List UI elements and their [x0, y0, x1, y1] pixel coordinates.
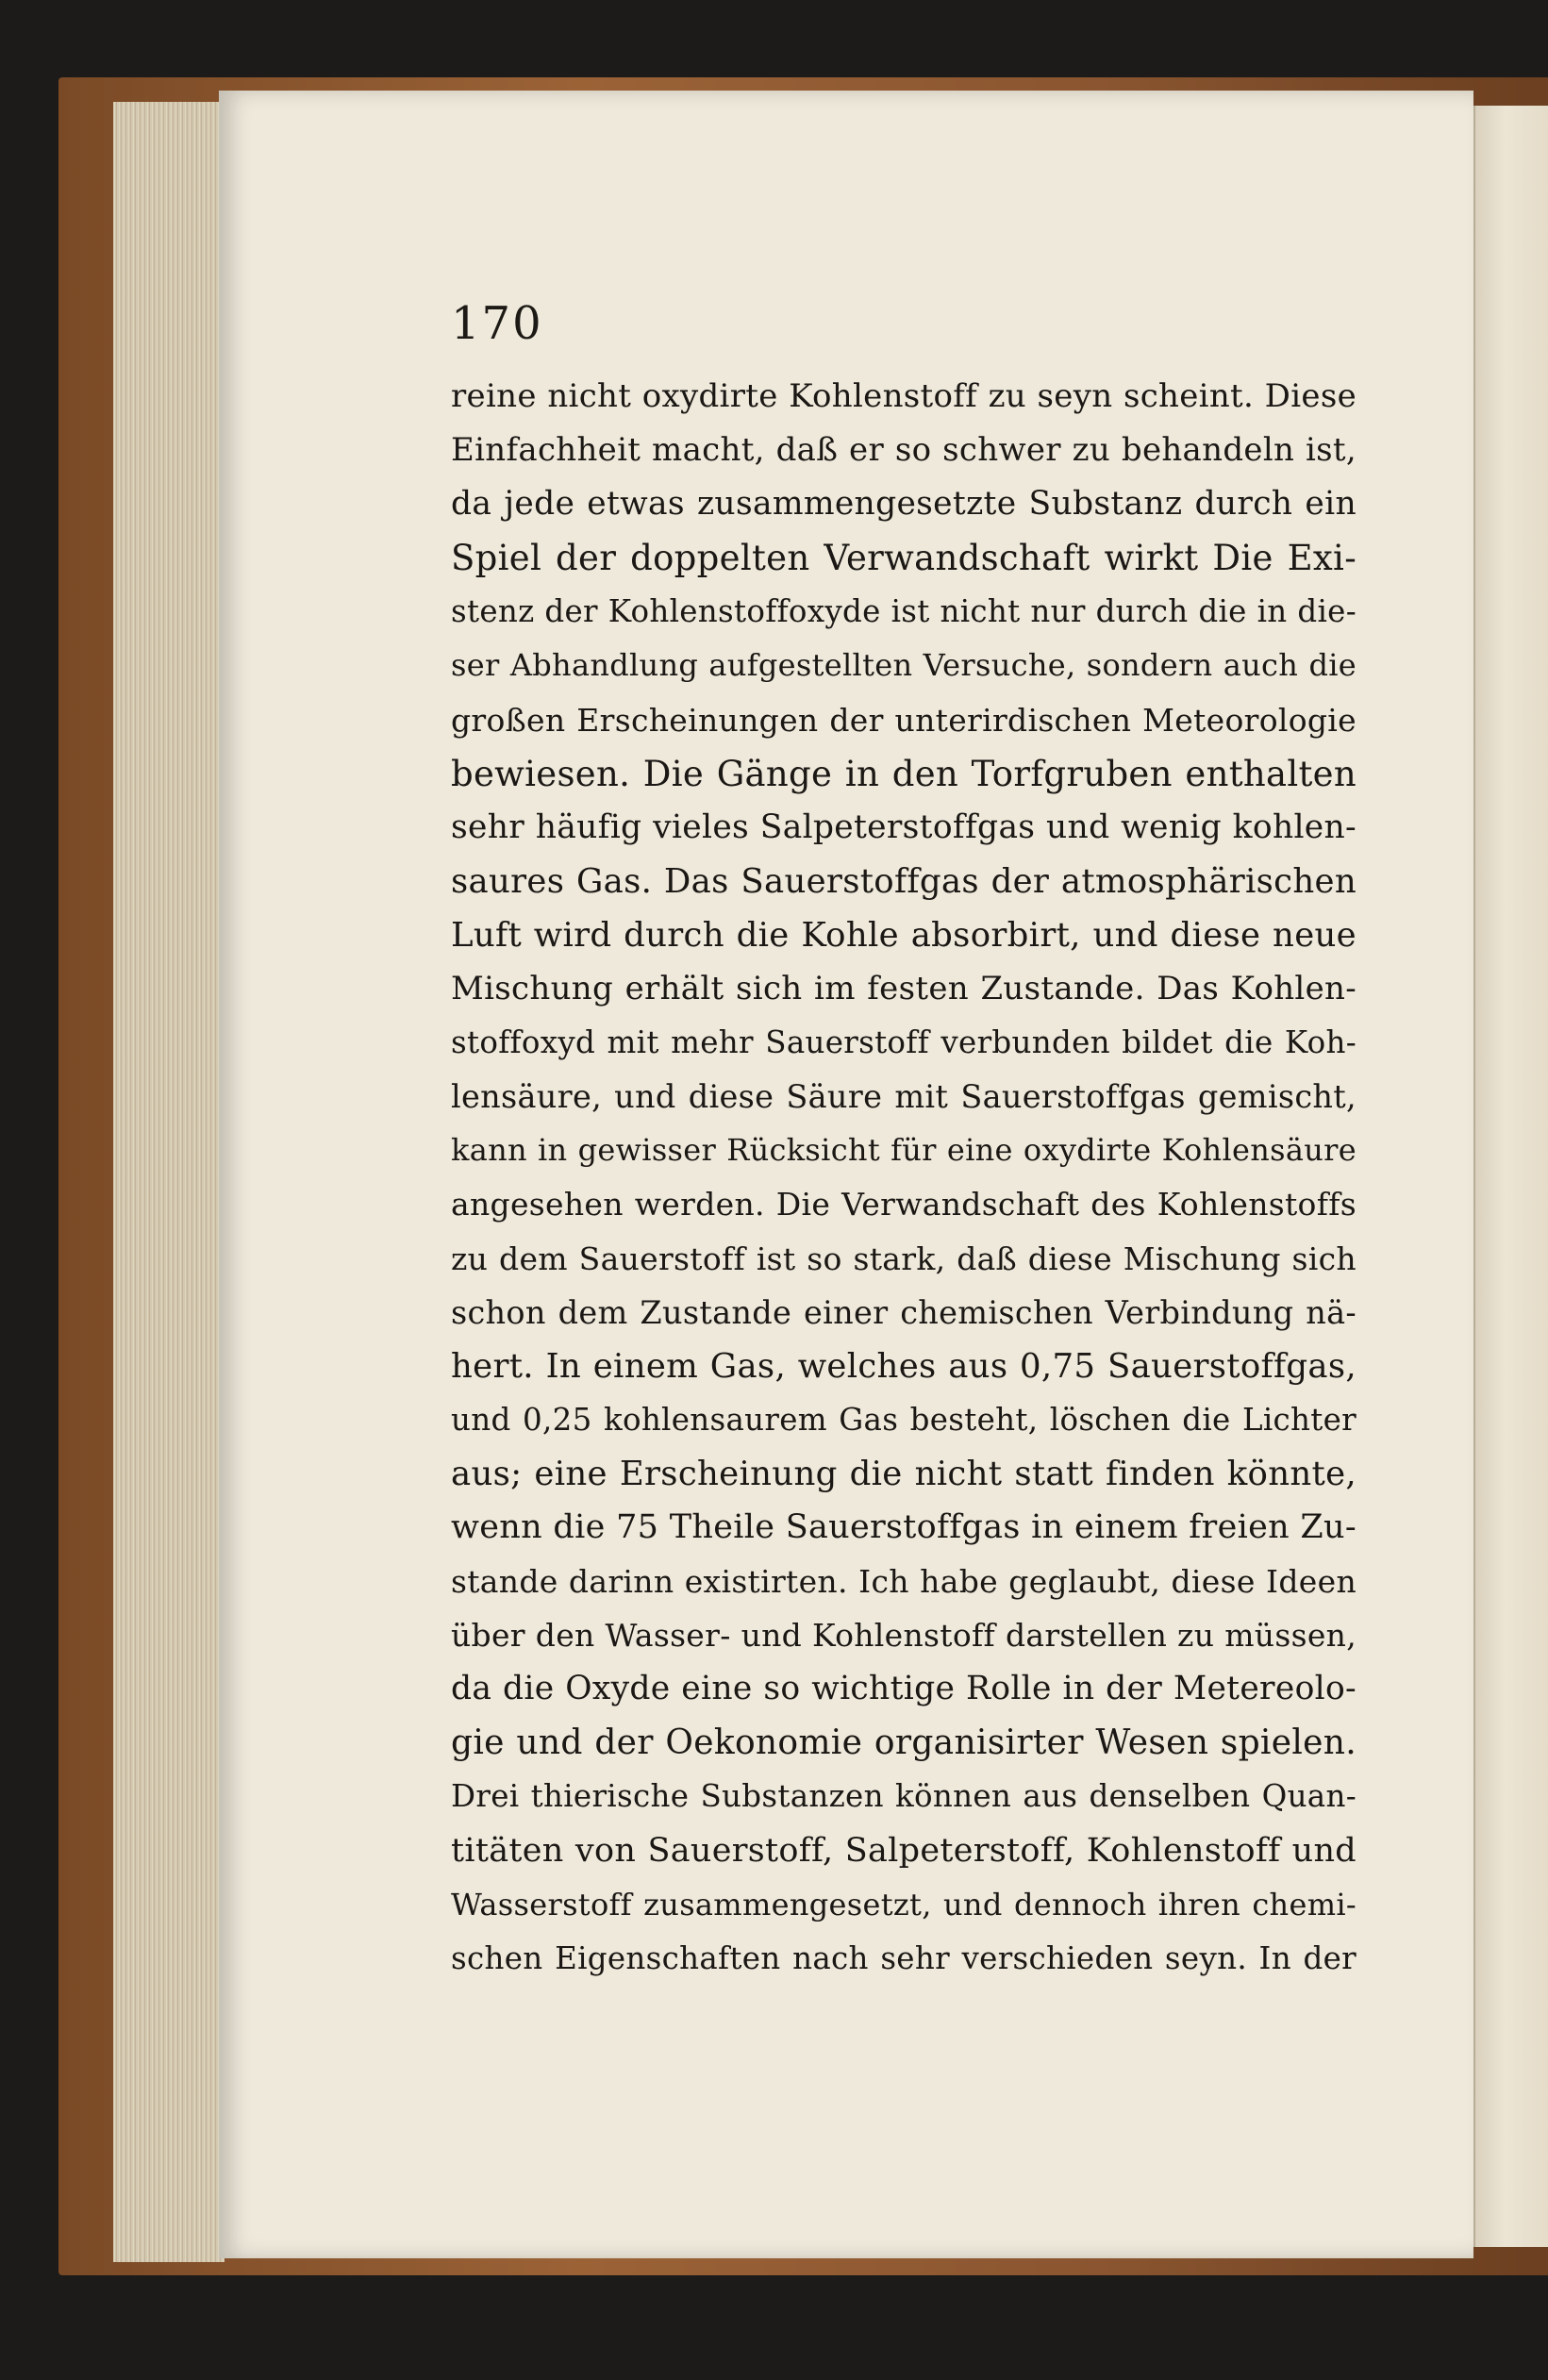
- text-line: und 0,25 kohlensaurem Gas besteht, löschen die Lichter: [451, 1401, 1357, 1438]
- text-line: Drei thierische Substanzen können aus denselben Quan-: [451, 1778, 1357, 1815]
- facing-page-edge: [1473, 106, 1548, 2247]
- text-line: da die Oxyde eine so wichtige Rolle in der Metereolo-: [451, 1670, 1357, 1708]
- text-line: schon dem Zustande einer chemischen Verbindung nä-: [451, 1293, 1357, 1331]
- text-line: lensäure, und diese Säure mit Sauerstoffgas gemischt,: [451, 1078, 1357, 1116]
- text-line: titäten von Sauerstoff, Salpeterstoff, Kohlenstoff und: [451, 1831, 1357, 1870]
- page-number: 170: [451, 297, 543, 350]
- text-line: wenn die 75 Theile Sauerstoffgas in einem freien Zu-: [451, 1507, 1357, 1546]
- text-line: da jede etwas zusammengesetzte Substanz durch ein: [451, 485, 1357, 524]
- text-line: sehr häufig vieles Salpeterstoffgas und wenig kohlen-: [451, 807, 1357, 846]
- text-line: stoffoxyd mit mehr Sauerstoff verbunden bildet die Koh-: [451, 1024, 1357, 1061]
- text-line: saures Gas. Das Sauerstoffgas der atmosphärischen: [451, 861, 1357, 901]
- text-line: über den Wasser- und Kohlenstoff darstellen zu müssen,: [451, 1617, 1357, 1655]
- text-line: Wasserstoff zusammengesetzt, und dennoch ihren chemi-: [451, 1886, 1357, 1922]
- text-line: ser Abhandlung aufgestellten Versuche, sondern auch die: [451, 647, 1357, 684]
- text-line: Einfachheit macht, daß er so schwer zu behandeln ist,: [451, 431, 1357, 470]
- text-line: Mischung erhält sich im festen Zustande. Das Kohlen-: [451, 970, 1357, 1008]
- text-line: reine nicht oxydirte Kohlenstoff zu seyn scheint. Diese: [451, 377, 1357, 415]
- text-line: gie und der Oekonomie organisirter Wesen spielen.: [451, 1723, 1357, 1763]
- page-stack-edges: [113, 102, 225, 2262]
- text-line: kann in gewisser Rücksicht für eine oxydirte Kohlensäure: [451, 1132, 1357, 1169]
- text-line: zu dem Sauerstoff ist so stark, daß diese Mischung sich: [451, 1240, 1357, 1277]
- text-line: schen Eigenschaften nach sehr verschieden seyn. In der: [451, 1939, 1357, 1976]
- text-line: aus; eine Erscheinung die nicht statt finden könnte,: [451, 1454, 1357, 1493]
- text-line: stande darinn existirten. Ich habe geglaubt, diese Ideen: [451, 1563, 1357, 1601]
- text-line: bewiesen. Die Gänge in den Torfgruben enthalten: [451, 753, 1357, 794]
- text-line: angesehen werden. Die Verwandschaft des Kohlenstoffs: [451, 1186, 1357, 1223]
- text-line: Spiel der doppelten Verwandschaft wirkt Die Exi-: [451, 538, 1357, 579]
- body-text: [451, 370, 1357, 1986]
- text-line: großen Erscheinungen der unterirdischen Meteorologie: [451, 701, 1357, 739]
- text-line: stenz der Kohlenstoffoxyde ist nicht nur durch die in die-: [451, 593, 1357, 630]
- text-line: hert. In einem Gas, welches aus 0,75 Sauerstoffgas,: [451, 1346, 1357, 1386]
- text-line: Luft wird durch die Kohle absorbirt, und diese neue: [451, 915, 1357, 955]
